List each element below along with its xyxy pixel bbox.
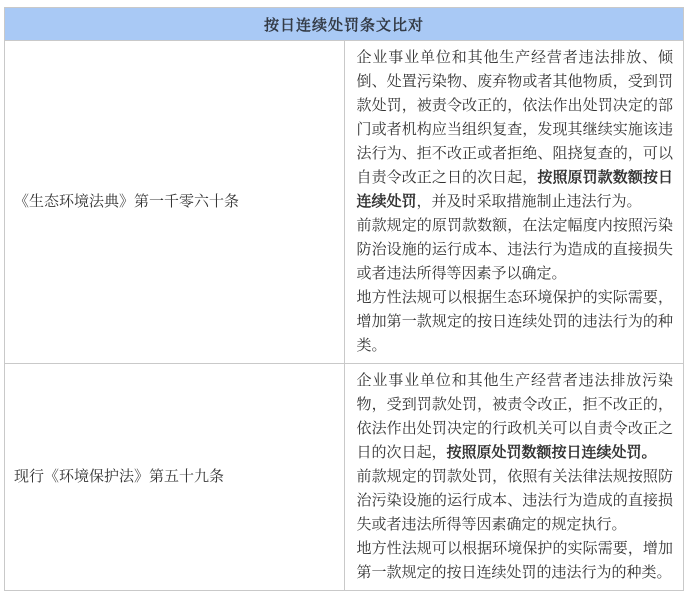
law-paragraph — [357, 537, 674, 585]
paragraph-text: 地方性法规可以根据生态环境保护的实际需要，增加第一款规定的按日连续处罚的违法行为的种类。 — [356, 289, 673, 354]
law-name-cell — [5, 41, 345, 364]
comparison-table — [4, 7, 684, 591]
paragraph-text: 企业事业单位和其他生产经营者违法排放、倾倒、处置污染物、废弃物或者其他物质，受到罚款处罚，被责令改正的，依法作出处罚决定的部门或者机构应当组织复查，发现其继续实施该违法行为、拒不改正或者拒绝、阻挠复查的，可以自责令改正之日的次日起， — [356, 49, 673, 186]
law-paragraph — [357, 369, 674, 465]
law-paragraph — [357, 465, 674, 537]
table-row — [5, 364, 684, 591]
law-name: 《生态环境法典》第一千零六十条 — [14, 193, 240, 210]
table-title: 按日连续处罚条文比对 — [5, 8, 684, 41]
paragraph-text: ，并及时采取措施制止违法行为。 — [416, 193, 642, 210]
emphasized-text: 按照原罚款数额按日连续处罚 — [356, 169, 673, 210]
paragraph-text: 企业事业单位和其他生产经营者违法排放污染物，受到罚款处罚，被责令改正，拒不改正的，依法作出处罚决定的行政机关可以自责令改正之日的次日起， — [356, 372, 673, 461]
table-row — [5, 41, 684, 364]
law-paragraph — [357, 46, 674, 214]
law-paragraph — [357, 286, 674, 358]
paragraph-text: 前款规定的罚款处罚，依照有关法律法规按照防治污染设施的运行成本、违法行为造成的直接损失或者违法所得等因素确定的规定执行。 — [356, 468, 673, 533]
law-text-cell — [344, 41, 684, 364]
law-paragraph — [357, 214, 674, 286]
table-body — [5, 41, 684, 591]
table-header-row — [5, 8, 684, 41]
paragraph-text: 地方性法规可以根据环境保护的实际需要，增加第一款规定的按日连续处罚的违法行为的种类。 — [356, 540, 673, 581]
paragraph-text: 前款规定的原罚款数额，在法定幅度内按照污染防治设施的运行成本、违法行为造成的直接损失或者违法所得等因素予以确定。 — [356, 217, 673, 282]
emphasized-text: 按照原处罚数额按日连续处罚。 — [446, 444, 657, 461]
table-header — [5, 8, 684, 41]
law-name-cell — [5, 364, 345, 591]
law-name: 现行《环境保护法》第五十九条 — [14, 468, 225, 485]
law-text-cell — [344, 364, 684, 591]
